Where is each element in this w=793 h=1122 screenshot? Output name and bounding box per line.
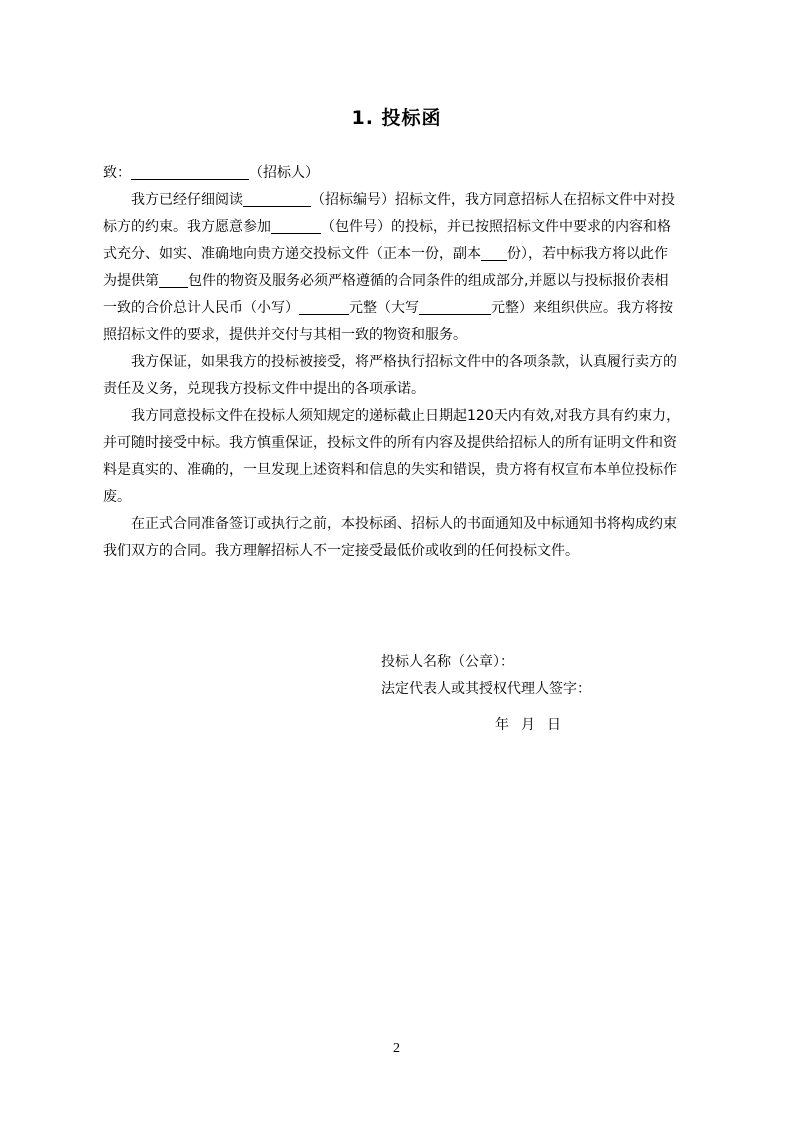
para1-line2 xyxy=(103,216,671,236)
tender-number-blank[interactable] xyxy=(243,191,311,207)
para1-text: 元整（大写 xyxy=(349,300,419,316)
amount-figures-blank[interactable] xyxy=(299,299,349,315)
tenderee-blank[interactable] xyxy=(131,164,249,180)
para1-text: 标方的约束。我方愿意参加 xyxy=(103,219,271,235)
para1-text: （招标编号）招标文件，我方同意招标人在招标文件中对投 xyxy=(311,192,675,208)
day-label: 日 xyxy=(547,717,561,733)
month-label: 月 xyxy=(521,717,535,733)
addressee-suffix: （招标人） xyxy=(249,165,319,181)
para3-line2: 并可随时接受中标。我方慎重保证，投标文件的所有内容及提供给招标人的所有证明文件和资 xyxy=(103,435,677,451)
para3-line3: 料是真实的、准确的，一旦发现上述资料和信息的失实和错误，贵方将有权宣布本单位投标作 xyxy=(103,462,677,478)
copies-blank[interactable] xyxy=(481,245,507,261)
representative-signature-label: 法定代表人或其授权代理人签字： xyxy=(381,681,591,697)
para3-line4: 废。 xyxy=(103,489,131,505)
para3-line1: 我方同意投标文件在投标人须知规定的递标截止日期起120天内有效,对我方具有约束力， xyxy=(131,408,681,424)
para1-line6: 照招标文件的要求，提供并交付与其相一致的物资和服务。 xyxy=(103,327,467,343)
para1-line3 xyxy=(103,243,668,263)
para1-text: 我方已经仔细阅读 xyxy=(131,192,243,208)
date-line xyxy=(495,714,561,734)
addressee-line xyxy=(103,162,319,182)
para1-text: 式充分、如实、准确地向贵方递交投标文件（正本一份，副本 xyxy=(103,246,481,262)
para4-line1: 在正式合同准备签订或执行之前，本投标函、招标人的书面通知及中标通知书将构成约束 xyxy=(131,516,677,532)
para1-text: （包件号）的投标，并已按照招标文件中要求的内容和格 xyxy=(321,219,671,235)
amount-words-blank[interactable] xyxy=(419,299,491,315)
para1-text: 元整）来组织供应。我方将按 xyxy=(491,300,673,316)
bidder-name-label: 投标人名称（公章）： xyxy=(381,654,514,670)
page-number: 2 xyxy=(393,1041,400,1056)
para1-text: 份），若中标我方将以此作 xyxy=(507,246,668,262)
para1-line4 xyxy=(103,270,668,290)
para1-text: 包件的物资及服务必须严格遵循的合同条件的组成部分,并愿以与投标报价表相 xyxy=(188,273,669,289)
package-number-blank[interactable] xyxy=(271,218,321,234)
para1-text: 为提供第 xyxy=(103,273,159,289)
para4-line2: 我们双方的合同。我方理解招标人不一定接受最低价或收到的任何投标文件。 xyxy=(103,543,579,559)
year-label: 年 xyxy=(495,717,509,733)
package-blank[interactable] xyxy=(159,272,188,288)
para1-line5 xyxy=(103,297,673,317)
para1-text: 一致的合价总计人民币（小写） xyxy=(103,300,299,316)
document-title: 1. 投标函 xyxy=(351,107,442,129)
para2-line2: 责任及义务，兑现我方投标文件中提出的各项承诺。 xyxy=(103,381,425,397)
addressee-prefix: 致： xyxy=(103,165,131,181)
para2-line1: 我方保证，如果我方的投标被接受，将严格执行招标文件中的各项条款，认真履行卖方的 xyxy=(131,354,677,370)
para1-line1 xyxy=(131,189,675,209)
